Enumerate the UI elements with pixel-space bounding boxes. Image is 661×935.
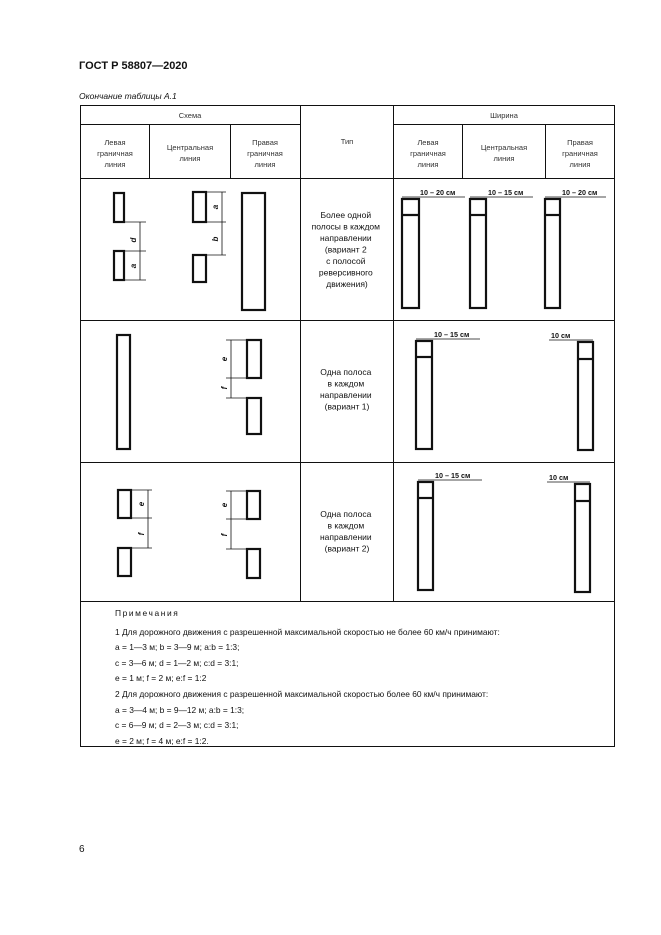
- width-label-left-r2: 10 – 15 см: [434, 330, 470, 339]
- dim-f-r3-left: f: [137, 532, 146, 536]
- page-number: 6: [79, 844, 85, 855]
- header-type: Тип: [340, 137, 354, 146]
- dim-b: b: [211, 236, 220, 242]
- notes-title: Примечания: [115, 608, 180, 618]
- note-2: 2 Для дорожного движения с разрешенной максимальной скоростью более 60 км/ч принимают:: [115, 688, 489, 699]
- document-id: ГОСТ Р 58807—2020: [79, 60, 188, 72]
- width-label-right-r3: 10 см: [549, 473, 569, 482]
- widths-row2: [416, 339, 593, 450]
- dim-a: a: [129, 263, 138, 269]
- dim-e-r2: e: [220, 356, 229, 362]
- marking-right-upper: [247, 340, 261, 378]
- marking-center-upper: [193, 192, 206, 222]
- note-1-line-2: c = 3—6 м; d = 1—2 м; c:d = 3:1;: [115, 657, 239, 668]
- widths-row1: [402, 197, 606, 308]
- note-1-line-1: a = 1—3 м; b = 3—9 м; a:b = 1:3;: [115, 642, 240, 653]
- width-label-right-r2: 10 см: [551, 331, 571, 340]
- type-row1: Более одной полосы в каждом направлении (вариант 2 с полосой реверсивного движения): [311, 210, 380, 289]
- marking-right-lower-r3: [247, 549, 260, 578]
- type-row2: Одна полоса в каждом направлении (вариант 1): [319, 367, 372, 412]
- width-label-center-r1: 10 – 15 см: [488, 188, 524, 197]
- marking-right-upper-r3: [247, 491, 260, 519]
- note-2-line-2: c = 6—9 м; d = 2—3 м; c:d = 3:1;: [115, 720, 239, 731]
- marking-left-upper: [114, 193, 124, 222]
- note-1-line-3: e = 1 м; f = 2 м; e:f = 1:2: [115, 673, 207, 684]
- dim-f-r3-right: f: [220, 533, 229, 537]
- width-label-left-r3: 10 – 15 см: [435, 471, 471, 480]
- table-caption: Окончание таблицы А.1: [79, 91, 177, 101]
- marking-left-line: [117, 335, 130, 449]
- header-scheme: Схема: [178, 111, 202, 120]
- header-right-line: Правая граничная линия: [247, 138, 283, 169]
- marking-right-line: [242, 193, 265, 310]
- marking-right-lower: [247, 398, 261, 434]
- header-width-right: Правая граничная линия: [562, 138, 598, 169]
- dim-d: d: [129, 237, 138, 243]
- header-width: Ширина: [490, 111, 518, 120]
- header-width-center: Центральная линия: [480, 143, 528, 163]
- note-1: 1 Для дорожного движения с разрешенной максимальной скоростью не более 60 км/ч принимают:: [115, 626, 500, 637]
- dim-f-r2: f: [220, 386, 229, 390]
- note-2-line-1: a = 3—4 м; b = 9—12 м; a:b = 1:3;: [115, 704, 245, 715]
- dim-e-r3-right: e: [220, 502, 229, 508]
- width-label-right-r1: 10 – 20 см: [562, 188, 598, 197]
- dim-a2: a: [211, 204, 220, 210]
- header-left-line: Левая граничная линия: [97, 138, 133, 169]
- marking-left-lower-r3: [118, 548, 131, 576]
- marking-left-lower: [114, 251, 124, 280]
- header-width-left: Левая граничная линия: [410, 138, 446, 169]
- notes-block: [115, 606, 615, 749]
- header-center-line: Центральная линия: [166, 143, 214, 163]
- type-row3: Одна полоса в каждом направлении (вариант 2): [319, 509, 372, 554]
- dim-e-r3-left: e: [137, 501, 146, 507]
- width-label-left-r1: 10 – 20 см: [420, 188, 456, 197]
- marking-center-lower: [193, 255, 206, 282]
- scheme-row1: [114, 192, 265, 310]
- widths-row3: [418, 480, 590, 592]
- marking-left-upper-r3: [118, 490, 131, 518]
- scheme-row2: [117, 335, 261, 449]
- note-2-line-3: e = 2 м; f = 4 м; e:f = 1:2.: [115, 735, 209, 746]
